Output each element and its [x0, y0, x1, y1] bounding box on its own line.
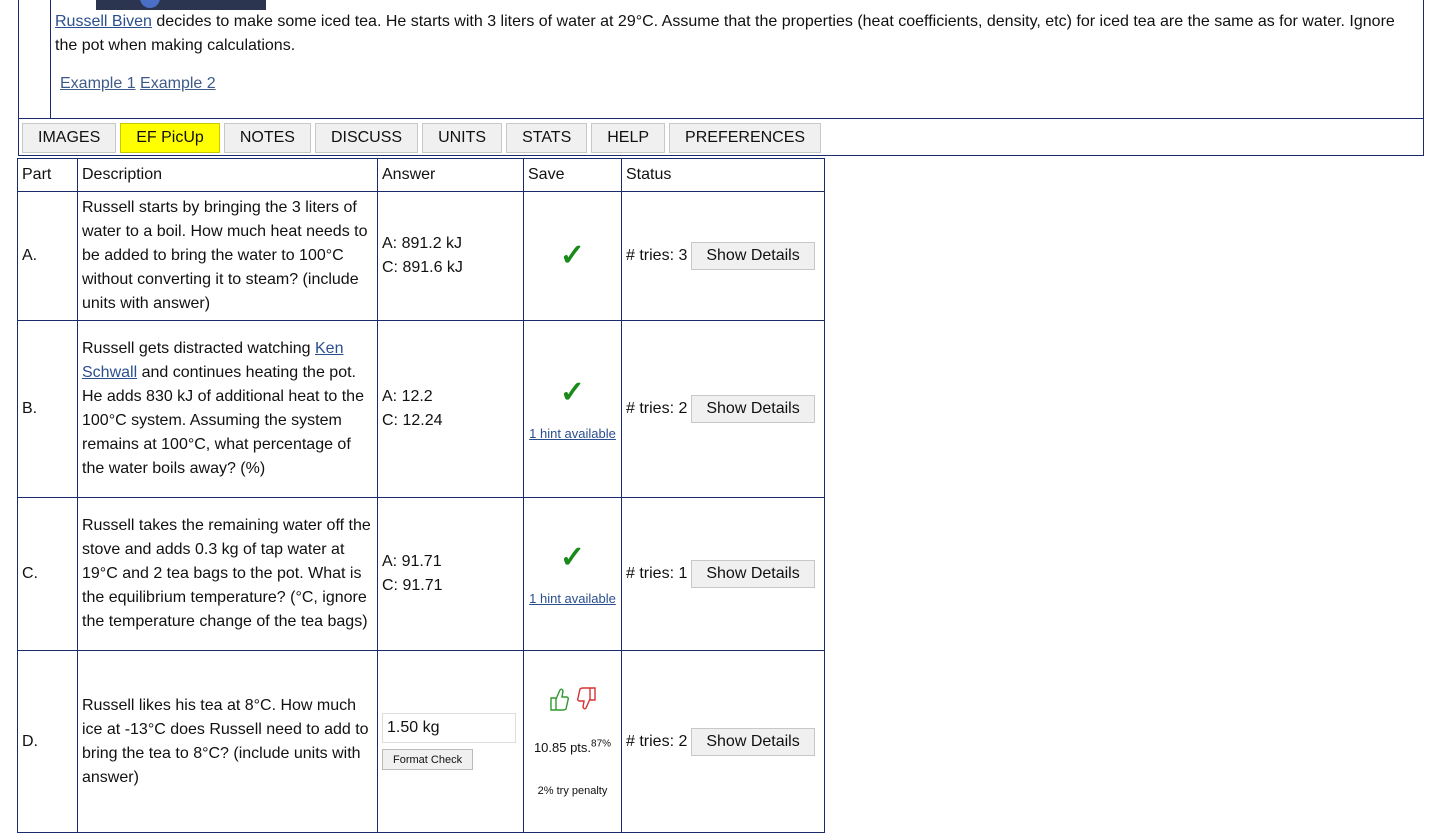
description-text: and continues heating the pot. He adds 830 kJ of additional heat to the 100°C system. Assuming the system remains at 100°C, what percentage of the water boils away? (%): [82, 364, 364, 477]
points-percent: 87%: [591, 738, 612, 750]
show-details-button[interactable]: Show Details: [691, 395, 814, 423]
tab-notes[interactable]: NOTES: [224, 123, 311, 153]
show-details-button[interactable]: Show Details: [691, 242, 814, 270]
part-label: B.: [18, 321, 78, 498]
status-cell: [622, 192, 825, 321]
example-1-link[interactable]: Example 1: [60, 75, 136, 92]
table-row: [18, 498, 825, 651]
points-value: 10.85 pts.: [533, 740, 592, 756]
table-row: [18, 321, 825, 498]
answer-cell: [378, 651, 524, 833]
part-label: A.: [18, 192, 78, 321]
thumbs-down-icon[interactable]: [576, 686, 598, 717]
hint-link[interactable]: 1 hint available: [529, 425, 616, 441]
tab-images[interactable]: IMAGES: [22, 123, 116, 153]
header-save: Save: [524, 159, 622, 192]
parts-table: [17, 158, 825, 833]
part-label: D.: [18, 651, 78, 833]
accepted-answer: A: 91.71: [382, 553, 442, 570]
accepted-answer: A: 891.2 kJ: [382, 235, 463, 252]
problem-text: decides to make some iced tea. He starts with 3 liters of water at 29°C. Assume that the properties (heat coefficients, density, etc) for iced tea are the same as for water. Ignore the pot when making calculations.: [55, 13, 1395, 54]
header-description: Description: [78, 159, 378, 192]
show-details-button[interactable]: Show Details: [691, 728, 814, 756]
save-cell: [524, 321, 622, 498]
status-cell: [622, 498, 825, 651]
header-status: Status: [622, 159, 825, 192]
tab-bar: [22, 123, 821, 153]
tab-preferences[interactable]: PREFERENCES: [669, 123, 821, 153]
table-row: [18, 192, 825, 321]
answer-cell: [378, 321, 524, 498]
header-part: Part: [18, 159, 78, 192]
author-avatar: [96, 0, 266, 10]
answer-cell: [378, 498, 524, 651]
hint-link[interactable]: 1 hint available: [529, 590, 616, 606]
tab-discuss[interactable]: DISCUSS: [315, 123, 418, 153]
examples-links: [60, 75, 216, 93]
checkmark-icon: ✓: [559, 239, 586, 272]
points-earned: [534, 740, 611, 755]
tries-count: # tries: 2: [626, 400, 688, 417]
answer-input[interactable]: 1.50 kg: [382, 713, 516, 743]
problem-divider: [50, 0, 51, 118]
tries-count: # tries: 3: [626, 247, 688, 264]
part-description: [78, 321, 378, 498]
author-link[interactable]: Russell Biven: [55, 13, 152, 30]
part-description: Russell likes his tea at 8°C. How much ice at -13°C does Russell need to add to bring the tea to 8°C? (include units with answer): [78, 651, 378, 833]
feedback-icons: [528, 686, 617, 717]
part-description: Russell takes the remaining water off the stove and adds 0.3 kg of tap water at 19°C and 2 tea bags to the pot. What is the equilibrium temperature? (°C, ignore the temperature change of the tea bags): [78, 498, 378, 651]
checkmark-icon: ✓: [559, 540, 586, 574]
ken-schwall-link[interactable]: Ken Schwall: [82, 340, 344, 381]
computed-answer: C: 891.6 kJ: [382, 259, 463, 276]
part-label: C.: [18, 498, 78, 651]
save-cell: [524, 651, 622, 833]
tab-stats[interactable]: STATS: [506, 123, 587, 153]
tab-help[interactable]: HELP: [591, 123, 665, 153]
checkmark-icon: ✓: [559, 375, 586, 409]
format-check-button[interactable]: Format Check: [382, 749, 473, 770]
save-cell: [524, 192, 622, 321]
computed-answer: C: 91.71: [382, 577, 443, 594]
tab-units[interactable]: UNITS: [422, 123, 502, 153]
header-answer: Answer: [378, 159, 524, 192]
tries-count: # tries: 2: [626, 732, 688, 750]
tries-count: # tries: 1: [626, 565, 688, 582]
tab-ef-picup[interactable]: EF PicUp: [120, 123, 220, 153]
tabs-divider: [18, 118, 1424, 119]
description-text: Russell gets distracted watching: [82, 340, 315, 357]
example-2-link[interactable]: Example 2: [140, 75, 216, 92]
computed-answer: C: 12.24: [382, 412, 443, 429]
try-penalty: 2% try penalty: [537, 785, 608, 798]
part-description: Russell starts by bringing the 3 liters of water to a boil. How much heat needs to be added to bring the water to 100°C without converting it to steam? (include units with answer): [78, 192, 378, 321]
table-row: [18, 651, 825, 833]
problem-statement: [55, 10, 1415, 58]
answer-cell: [378, 192, 524, 321]
show-details-button[interactable]: Show Details: [691, 560, 814, 588]
table-header-row: [18, 159, 825, 192]
accepted-answer: A: 12.2: [382, 388, 433, 405]
save-cell: [524, 498, 622, 651]
status-cell: [622, 651, 825, 833]
thumbs-up-icon[interactable]: [548, 686, 570, 717]
status-cell: [622, 321, 825, 498]
